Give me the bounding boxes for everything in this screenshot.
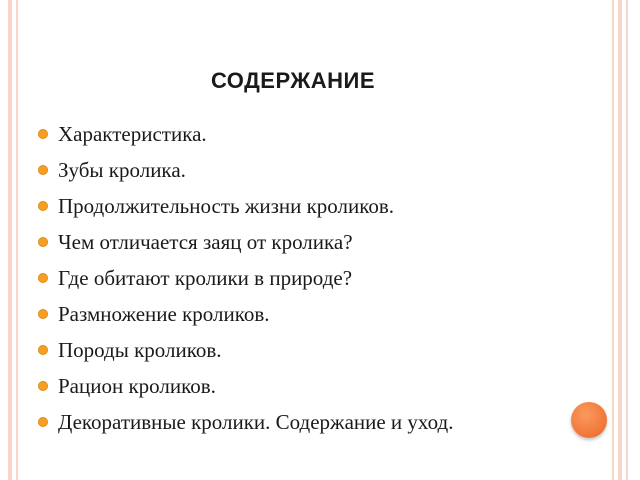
right-stripe-outer (626, 0, 628, 480)
list-item-text: Рацион кроликов. (58, 374, 216, 398)
list-item (38, 116, 453, 152)
list-item-text: Продолжительность жизни кроликов. (58, 194, 395, 218)
bullet-dot-icon (38, 417, 48, 427)
list-item (38, 332, 453, 368)
list-item-text: Чем отличается заяц от кролика? (58, 230, 353, 254)
slide-title: СОДЕРЖАНИЕ (210, 68, 376, 93)
bullet-dot-icon (38, 129, 48, 139)
list-item (38, 224, 453, 260)
bullet-dot-icon (38, 309, 48, 319)
right-stripe-inner (612, 0, 614, 480)
bullet-dot-icon (38, 345, 48, 355)
list-item (38, 296, 453, 332)
bullet-dot-icon (38, 273, 48, 283)
bullet-dot-icon (38, 237, 48, 247)
list-item (38, 188, 453, 224)
list-item-text: Характеристика. (58, 122, 207, 146)
right-stripe-middle (618, 0, 622, 480)
bullet-dot-icon (38, 381, 48, 391)
list-item-text: Породы кроликов. (58, 338, 222, 362)
list-item-text: Размножение кроликов. (58, 302, 270, 326)
bullet-dot-icon (38, 201, 48, 211)
list-item-text: Где обитают кролики в природе? (58, 266, 353, 290)
list-item-text: Декоративные кролики. Содержание и уход. (58, 410, 454, 434)
orange-circle-icon (571, 402, 607, 438)
list-item (38, 260, 453, 296)
list-item (38, 404, 453, 440)
bullet-dot-icon (38, 165, 48, 175)
contents-list (38, 116, 453, 440)
list-item-text: Зубы кролика. (58, 158, 186, 182)
list-item (38, 152, 453, 188)
list-item (38, 368, 453, 404)
